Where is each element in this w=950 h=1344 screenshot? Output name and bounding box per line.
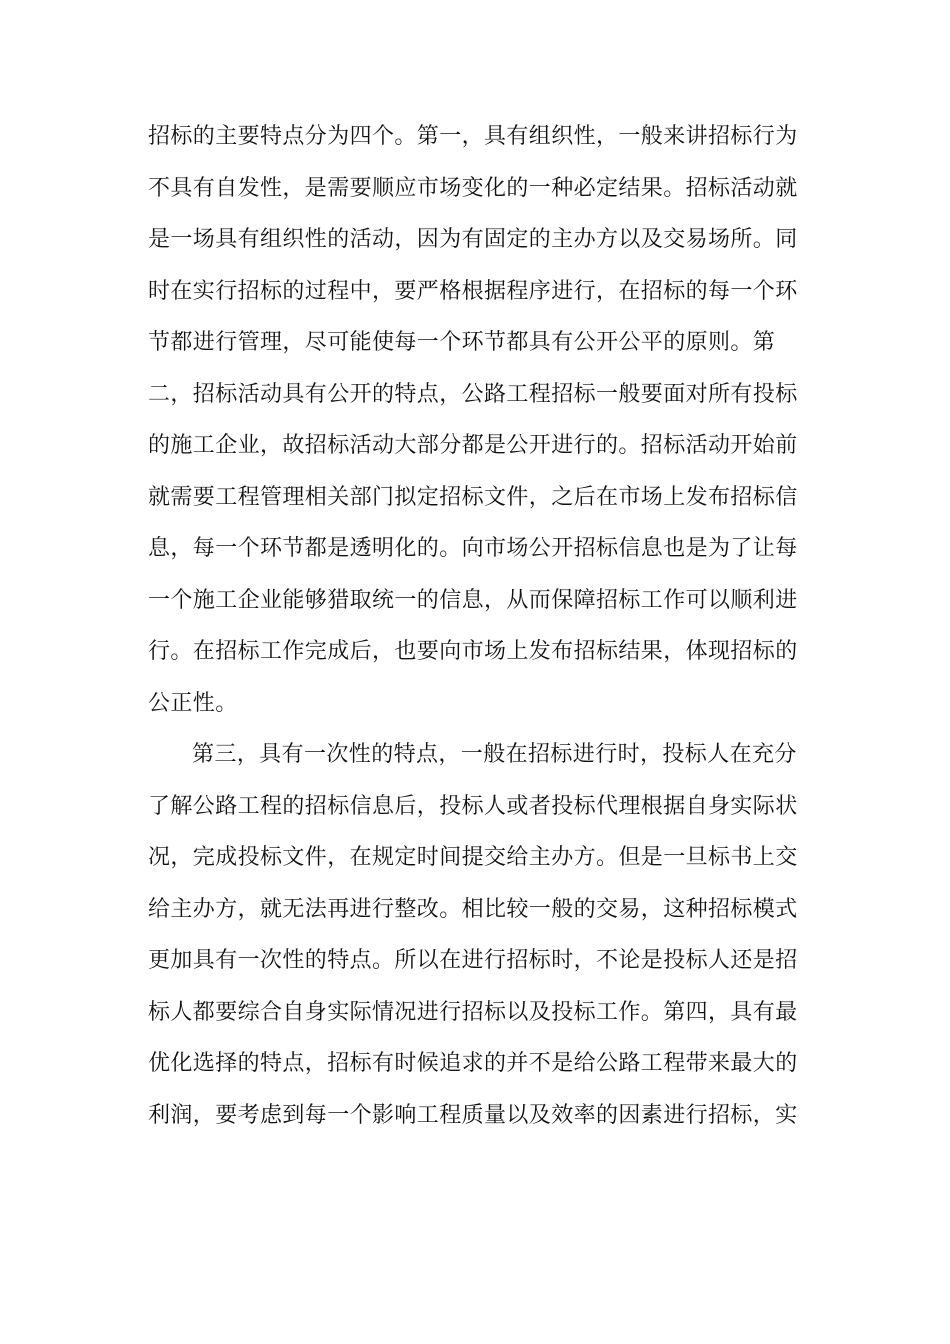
- text-line: 节都进行管理，尽可能使每一个环节都具有公开公平的原则。第: [148, 330, 776, 355]
- text-line: 招标的主要特点分为四个。第一，具有组织性，一般来讲招标行为: [148, 124, 798, 149]
- text-line: 一个施工企业能够猎取统一的信息，从而保障招标工作可以顺利进: [148, 587, 798, 613]
- text-line: 更加具有一次性的特点。所以在进行招标时，不论是投标人还是招: [148, 948, 798, 973]
- text-line: 是一场具有组织性的活动，因为有固定的主办方以及交易场所。同: [148, 227, 798, 252]
- text-line: 息，每一个环节都是透明化的。向市场公开招标信息也是为了让每: [148, 536, 798, 561]
- text-line: 的施工企业，故招标活动大部分都是公开进行的。招标活动开始前: [148, 433, 798, 458]
- paragraph: [148, 735, 808, 1147]
- text-line: 行。在招标工作完成后，也要向市场上发布招标结果，体现招标的: [148, 639, 798, 664]
- paragraph: [148, 117, 808, 735]
- text-line: 利润，要考虑到每一个影响工程质量以及效率的因素进行招标，实: [148, 1102, 798, 1128]
- text-line: 况，完成投标文件，在规定时间提交给主办方。但是一旦标书上交: [148, 845, 798, 870]
- text-line: 不具有自发性，是需要顺应市场变化的一种必定结果。招标活动就: [148, 175, 798, 201]
- text-line: 优化选择的特点，招标有时候追求的并不是给公路工程带来最大的: [148, 1051, 798, 1076]
- text-line: 标人都要综合自身实际情况进行招标以及投标工作。第四，具有最: [148, 999, 798, 1025]
- text-line: 公正性。: [148, 690, 238, 716]
- text-line: 就需要工程管理相关部门拟定招标文件，之后在市场上发布招标信: [148, 484, 798, 510]
- text-line: 时在实行招标的过程中，要严格根据程序进行，在招标的每一个环: [148, 278, 798, 304]
- text-line: 第三，具有一次性的特点，一般在招标进行时，投标人在充分: [192, 742, 797, 767]
- body-text: [148, 117, 808, 1147]
- text-line: 给主办方，就无法再进行整改。相比较一般的交易，这种招标模式: [148, 896, 798, 922]
- text-line: 了解公路工程的招标信息后，投标人或者投标代理根据自身实际状: [148, 793, 798, 819]
- text-line: 二，招标活动具有公开的特点，公路工程招标一般要面对所有投标: [148, 381, 798, 407]
